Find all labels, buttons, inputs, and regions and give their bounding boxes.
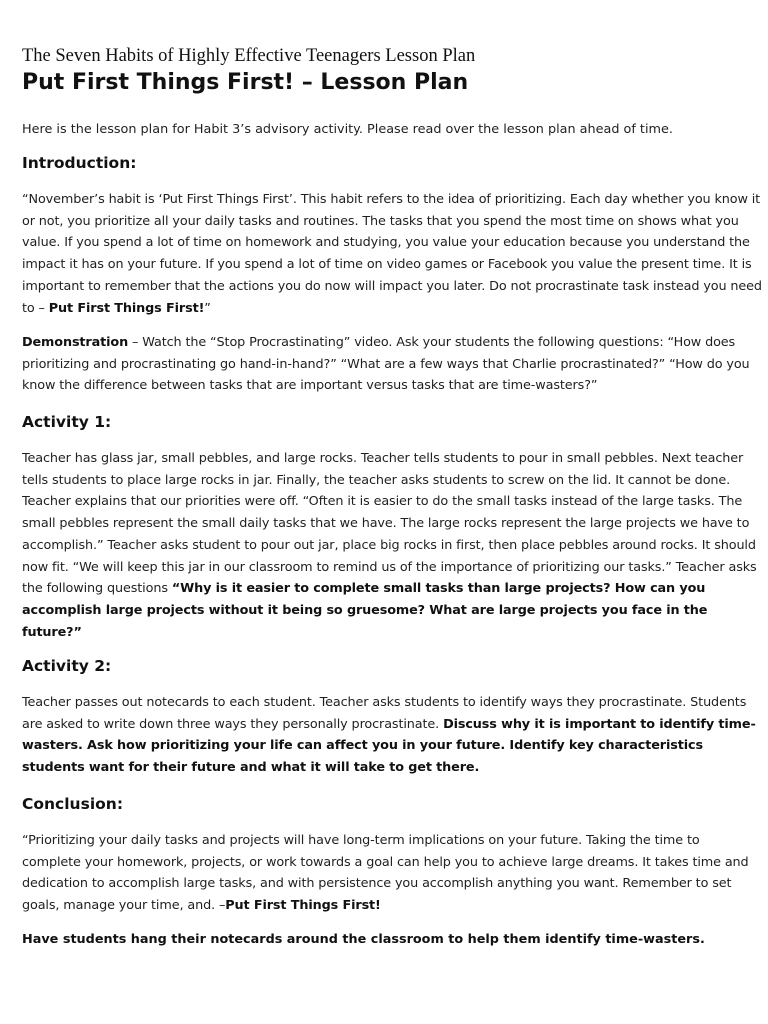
activity2-text: Teacher passes out notecards to each student. Teacher asks students to identify ways they procrastinate. Students are asked to write down three ways they personally procrastinate. xyxy=(22,695,747,732)
activity2-instructions: Discuss why it is important to identify time-wasters. Ask how prioritizing your life can affect you in your future. Identify key characteristics students want for their future and what it will take to get there. xyxy=(22,716,756,776)
demonstration-paragraph xyxy=(22,332,762,397)
conclusion-emphasis: Put First Things First! xyxy=(225,898,381,914)
conclusion-paragraph xyxy=(22,830,762,917)
introduction-text: “November’s habit is ‘Put First Things First’. This habit refers to the idea of prioritizing. Each day whether you know it or not, you prioritize all your daily tasks and routines. The tasks that you spend the most time on shows what you value. If you spend a lot of time on homework and studying, you value your education because you understand the impact it has on your future. If you spend a lot of time on video games or Facebook you value the present time. It is important to remember that the actions you do now will impact you later. Do not procrastinate task instead you need to – xyxy=(22,192,762,316)
introduction-end: ” xyxy=(204,300,211,316)
conclusion-text: “Prioritizing your daily tasks and projects will have long-term implications on your future. Taking the time to complete your homework, projects, or work towards a goal can help you to achieve large dreams. It takes time and dedication to accomplish large tasks, and with persistence you accomplish anything you want. Remember to set goals, manage your time, and. – xyxy=(22,833,749,914)
introduction-emphasis: Put First Things First! xyxy=(48,300,205,316)
activity2-paragraph xyxy=(22,692,762,779)
intro-line: Here is the lesson plan for Habit 3’s advisory activity. Please read over the lesson plan ahead of time. xyxy=(22,122,673,137)
activity1-paragraph xyxy=(22,448,762,643)
introduction-paragraph xyxy=(22,189,762,319)
introduction-heading: Introduction: xyxy=(22,154,137,172)
activity1-heading: Activity 1: xyxy=(22,413,112,431)
series-title: The Seven Habits of Highly Effective Teenagers Lesson Plan xyxy=(22,46,476,66)
activity2-heading: Activity 2: xyxy=(22,657,112,675)
conclusion-heading: Conclusion: xyxy=(22,795,124,813)
activity1-questions: “Why is it easier to complete small tasks than large projects? How can you accomplish large projects without it being so gruesome? What are large projects you face in the future?” xyxy=(22,581,708,640)
activity1-text: Teacher has glass jar, small pebbles, and large rocks. Teacher tells students to pour in small pebbles. Next teacher tells students to place large rocks in jar. Finally, the teacher asks students to screw on the lid. It cannot be done. Teacher explains that our priorities were off. “Often it is easier to do the small tasks instead of the large tasks. The small pebbles represent the small daily tasks that we have. The large rocks represent the large projects we have to accomplish.” Teacher asks student to pour out jar, place big rocks in first, then place pebbles around rocks. It should now fit. “We will keep this jar in our classroom to remind us of the importance of prioritizing our tasks.” Teacher asks the following questions xyxy=(22,451,757,597)
closing-note: Have students hang their notecards around the classroom to help them identify time-wasters. xyxy=(22,932,705,947)
page-title: Put First Things First! – Lesson Plan xyxy=(22,70,469,95)
demonstration-label: Demonstration xyxy=(22,335,129,350)
demonstration-text: – Watch the “Stop Procrastinating” video. Ask your students the following questions: “How does prioritizing and procrastinating go hand-in-hand?” “What are a few ways that Charlie procrastinated?” “How do you know the difference between tasks that are important versus tasks that are time-wasters?” xyxy=(22,335,750,394)
